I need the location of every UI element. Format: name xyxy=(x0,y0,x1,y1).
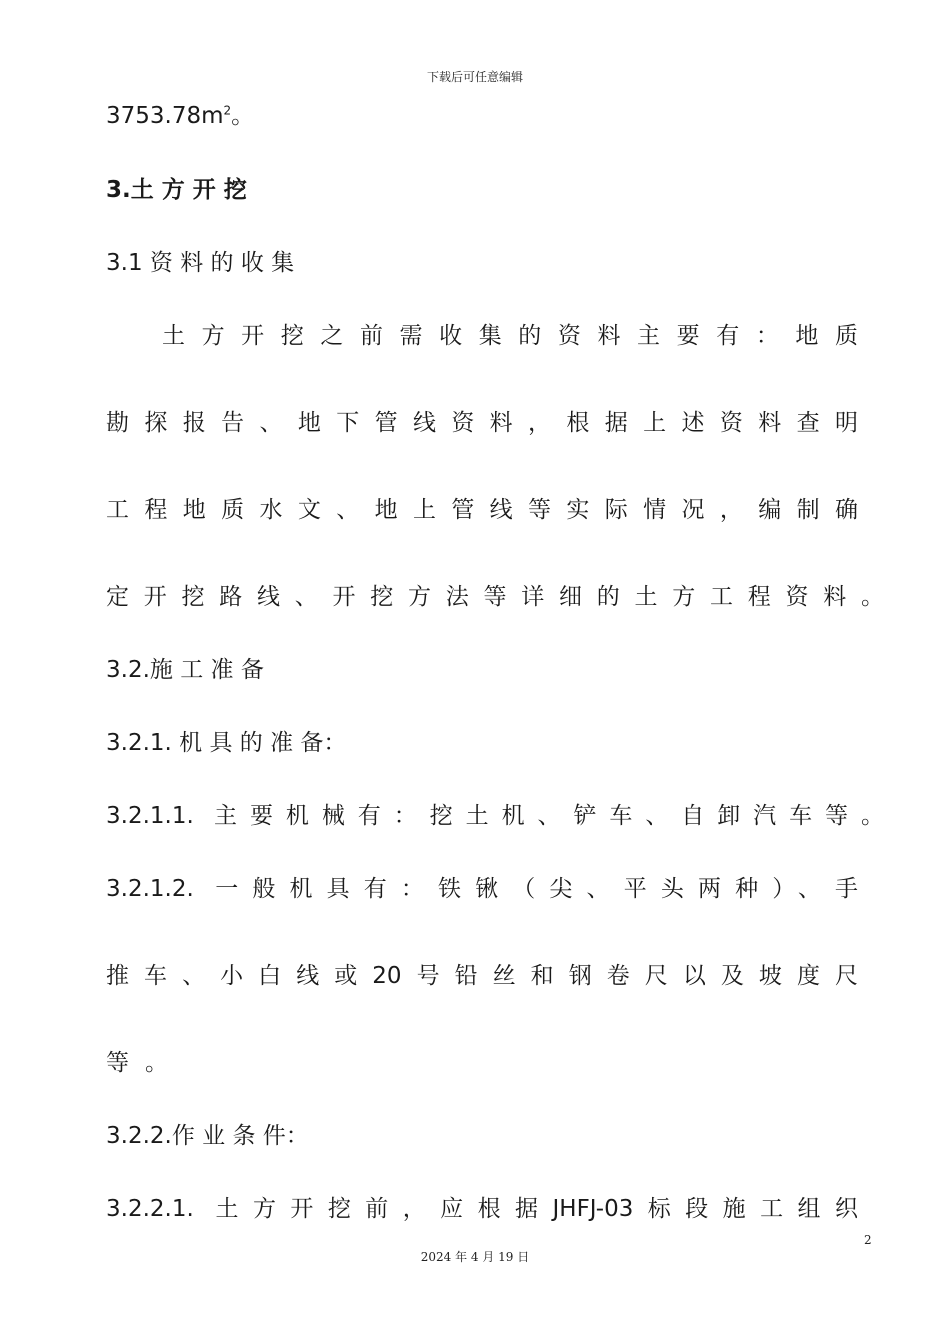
paragraph-line-1: 土方开挖之前需收集的资料主要有：地质 xyxy=(162,323,858,349)
section-heading-3-2-1: 3.2.1. 机 具 的 准 备： xyxy=(106,730,347,756)
paragraph-line-2: 勘探报告、地下管线资料，根据上述资料查明 xyxy=(106,410,858,436)
list-item-3-2-1-2-line-2: 推车、小白线或20号铅丝和钢卷尺以及坡度尺 xyxy=(106,963,858,989)
section-heading-3-2-2: 3.2.2.作 业 条 件： xyxy=(106,1123,309,1149)
section-heading-3-2: 3.2.施 工 准 备 xyxy=(106,657,264,683)
section-heading-3-1: 3.1 资 料 的 收 集 xyxy=(106,250,295,276)
list-item-3-2-1-2-line-3: 等。 xyxy=(106,1050,184,1076)
list-item-3-2-2-1-line-1: 3.2.2.1. 土方开挖前，应根据JHFJ-03标段施工组织 xyxy=(106,1196,858,1222)
footer-date: 2024 年 4 月 19 日 xyxy=(420,1250,530,1264)
area-end: 。 xyxy=(231,103,255,129)
area-value: 3753.78m xyxy=(106,103,224,129)
page-header: 下载后可任意编辑 xyxy=(426,70,523,84)
list-item-3-2-1-1: 3.2.1.1. 主要机械有：挖土机、铲车、自卸汽车等。 xyxy=(106,803,884,829)
area-line xyxy=(106,97,254,130)
area-superscript: 2 xyxy=(223,103,232,118)
section-heading-3: 3.土 方 开 挖 xyxy=(106,177,247,203)
page-number: 2 xyxy=(864,1233,872,1247)
list-item-3-2-1-2-line-1: 3.2.1.2. 一般机具有：铁锹（尖、平头两种）、手 xyxy=(106,876,858,902)
paragraph-line-4: 定开挖路线、开挖方法等详细的土方工程资料。 xyxy=(106,584,884,610)
paragraph-line-3: 工程地质水文、地上管线等实际情况，编制确 xyxy=(106,497,858,523)
